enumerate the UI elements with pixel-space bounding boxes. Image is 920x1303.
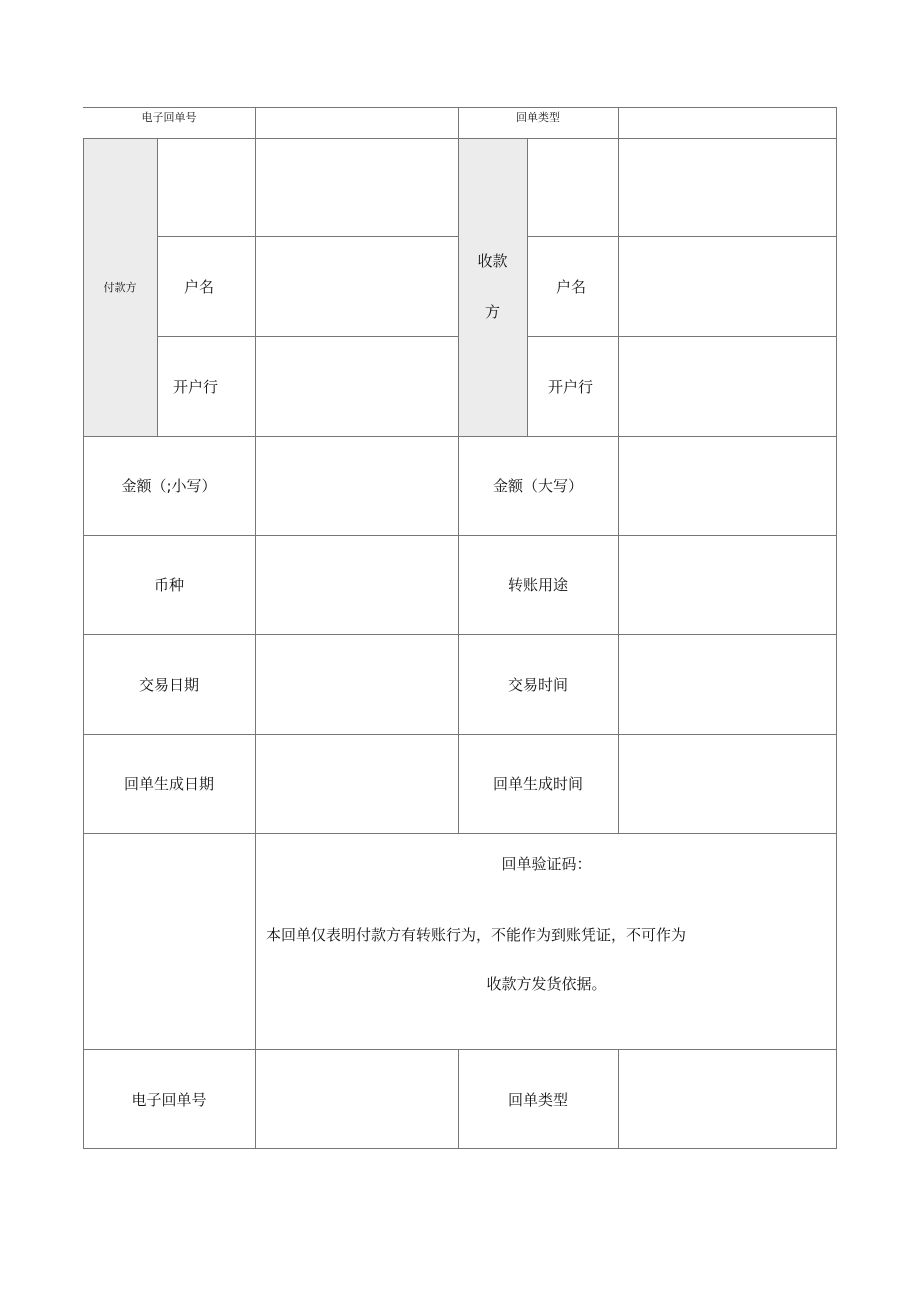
purpose-label-text: 转账用途 bbox=[507, 576, 568, 594]
grid-line bbox=[836, 107, 837, 1149]
grid-line bbox=[83, 833, 837, 834]
grid-line bbox=[618, 1049, 619, 1149]
payee-name-value bbox=[618, 236, 837, 336]
amount-small-label bbox=[83, 436, 255, 535]
grid-line bbox=[157, 236, 458, 237]
grid-line bbox=[83, 138, 837, 139]
amount-small-value bbox=[255, 436, 458, 535]
currency-label-text: 币种 bbox=[153, 576, 184, 594]
grid-line bbox=[83, 535, 837, 536]
payer-bank-label bbox=[157, 336, 255, 436]
payee-bank-label-text: 开户行 bbox=[548, 377, 594, 396]
payee-name-label bbox=[527, 236, 618, 336]
footer-receipt-type-label bbox=[458, 1049, 618, 1149]
transaction-time-label bbox=[458, 634, 618, 734]
transaction-date-label-text: 交易日期 bbox=[138, 675, 199, 694]
grid-line bbox=[157, 336, 458, 337]
purpose-label bbox=[458, 535, 618, 634]
payer-bank-value bbox=[255, 336, 458, 436]
payee-section-label bbox=[458, 138, 527, 436]
footer-receipt-number-label-text: 电子回单号 bbox=[131, 1090, 207, 1109]
notice-text-line-1: 本回单仅表明付款方有转账行为，不能作为到账凭证，不可作为 bbox=[266, 926, 687, 944]
receipt-number-label-text: 电子回单号 bbox=[141, 111, 197, 124]
grid-line bbox=[458, 107, 459, 833]
purpose-value bbox=[618, 535, 837, 634]
receipt-gen-time-value bbox=[618, 734, 837, 833]
verification-code-label: 回单验证码： bbox=[501, 855, 592, 873]
currency-label bbox=[83, 535, 255, 634]
footer-receipt-type-value bbox=[618, 1049, 837, 1149]
receipt-gen-date-label bbox=[83, 734, 255, 833]
receipt-type-label-text: 回单类型 bbox=[516, 111, 560, 124]
grid-line bbox=[527, 138, 528, 436]
receipt-gen-date-label-text: 回单生成日期 bbox=[123, 775, 214, 793]
receipt-type-value bbox=[618, 107, 837, 138]
footer-receipt-number-value bbox=[255, 1049, 458, 1149]
grid-line bbox=[527, 336, 837, 337]
footer-receipt-number-label bbox=[83, 1049, 255, 1149]
payer-section-label bbox=[83, 138, 157, 436]
transaction-time-value bbox=[618, 634, 837, 734]
grid-line bbox=[83, 1049, 837, 1050]
payee-account-label bbox=[527, 138, 618, 236]
receipt-type-label bbox=[458, 107, 618, 138]
transaction-time-label-text: 交易时间 bbox=[507, 675, 568, 694]
amount-large-label-text: 金额（大写） bbox=[492, 477, 583, 495]
transaction-date-label bbox=[83, 634, 255, 734]
grid-line bbox=[83, 107, 837, 108]
payee-bank-label bbox=[527, 336, 618, 436]
grid-line bbox=[83, 634, 837, 635]
payee-name-label-text: 户名 bbox=[556, 277, 587, 296]
payee-account-value bbox=[618, 138, 837, 236]
receipt-gen-date-value bbox=[255, 734, 458, 833]
grid-line bbox=[83, 436, 837, 437]
grid-line bbox=[527, 236, 837, 237]
receipt-number-label bbox=[83, 107, 255, 138]
payer-name-value bbox=[255, 236, 458, 336]
grid-line bbox=[458, 1049, 459, 1149]
amount-small-label-text: 金额（;小写） bbox=[121, 477, 217, 495]
payer-account-label bbox=[157, 138, 255, 236]
payee-section-text-2: 方 bbox=[484, 303, 500, 321]
footer-receipt-type-label-text: 回单类型 bbox=[507, 1090, 568, 1109]
grid-line bbox=[83, 138, 84, 1149]
grid-line bbox=[83, 734, 837, 735]
transaction-date-value bbox=[255, 634, 458, 734]
amount-large-label bbox=[458, 436, 618, 535]
notice-area bbox=[256, 833, 837, 1049]
payer-section-text: 付款方 bbox=[103, 281, 137, 294]
bank-receipt-form bbox=[83, 107, 837, 1149]
payer-name-label bbox=[157, 236, 255, 336]
grid-line bbox=[157, 138, 158, 436]
receipt-gen-time-label-text: 回单生成时间 bbox=[492, 775, 583, 793]
grid-line bbox=[83, 1148, 837, 1149]
payer-account-value bbox=[255, 138, 458, 236]
receipt-gen-time-label bbox=[458, 734, 618, 833]
payer-bank-label-text: 开户行 bbox=[173, 377, 219, 396]
grid-line bbox=[618, 107, 619, 138]
grid-line bbox=[618, 138, 619, 833]
amount-large-value bbox=[618, 436, 837, 535]
receipt-number-value bbox=[255, 107, 458, 138]
payer-name-label-text: 户名 bbox=[184, 277, 215, 296]
payee-section-text-1: 收款 bbox=[477, 252, 508, 270]
currency-value bbox=[255, 535, 458, 634]
grid-line bbox=[255, 107, 256, 1149]
seal-area bbox=[83, 833, 255, 1049]
notice-text-line-2: 收款方发货依据。 bbox=[486, 975, 607, 993]
payee-bank-value bbox=[618, 336, 837, 436]
